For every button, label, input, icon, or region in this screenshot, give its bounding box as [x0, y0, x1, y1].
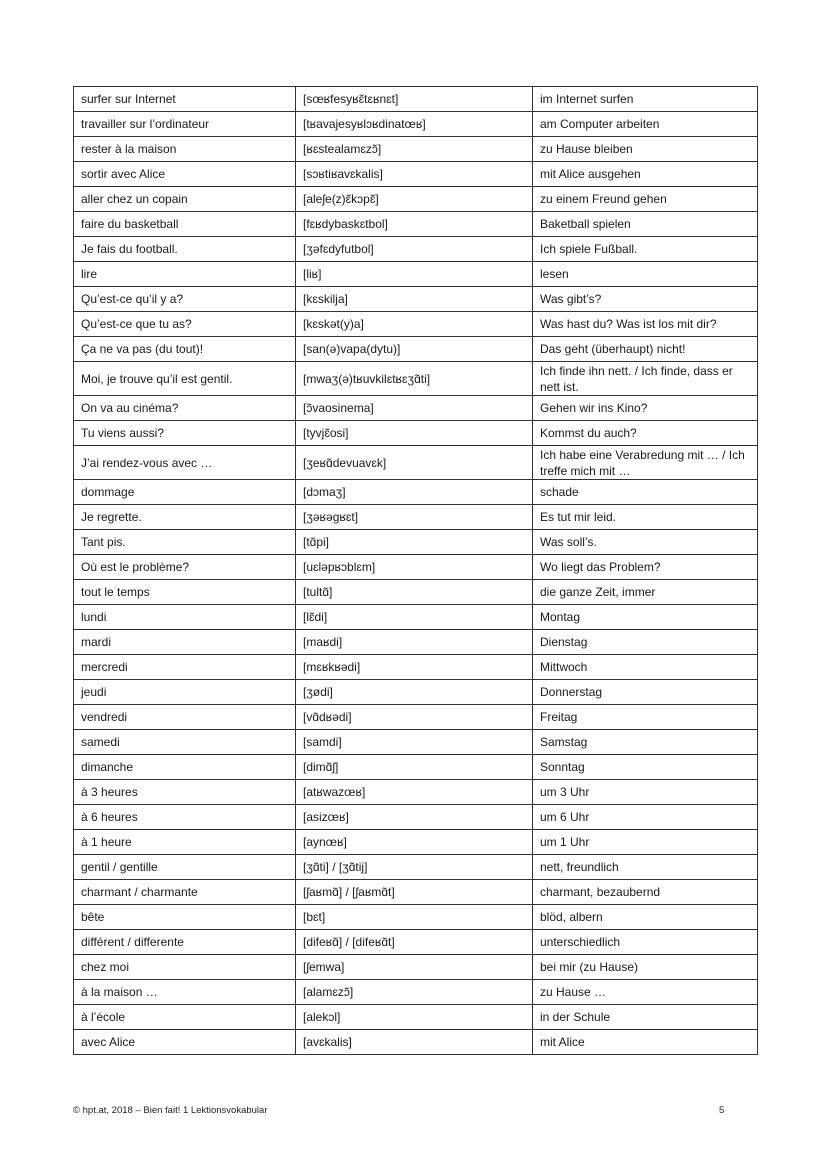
- french-term-cell: travailler sur l’ordinateur: [74, 112, 296, 137]
- french-term-cell: Je regrette.: [74, 505, 296, 530]
- phonetic-transcription-cell: [atʁwazœʁ]: [296, 780, 533, 805]
- german-translation-cell: im Internet surfen: [533, 87, 758, 112]
- vocabulary-table: [73, 86, 758, 1055]
- german-translation-cell: schade: [533, 480, 758, 505]
- table-row: [74, 855, 758, 880]
- table-row: [74, 187, 758, 212]
- german-translation-cell: Gehen wir ins Kino?: [533, 396, 758, 421]
- phonetic-transcription-cell: [maʁdi]: [296, 630, 533, 655]
- german-translation-cell: Baketball spielen: [533, 212, 758, 237]
- table-row: [74, 980, 758, 1005]
- french-term-cell: charmant / charmante: [74, 880, 296, 905]
- phonetic-transcription-cell: [alekɔl]: [296, 1005, 533, 1030]
- footer-copyright: © hpt.at, 2018 – Bien fait! 1 Lektionsvokabular: [73, 1105, 268, 1116]
- phonetic-transcription-cell: [lɛ̃di]: [296, 605, 533, 630]
- phonetic-transcription-cell: [liʁ]: [296, 262, 533, 287]
- french-term-cell: à l’école: [74, 1005, 296, 1030]
- table-row: [74, 312, 758, 337]
- french-term-cell: lundi: [74, 605, 296, 630]
- table-row: [74, 530, 758, 555]
- table-row: [74, 1030, 758, 1055]
- phonetic-transcription-cell: [tɑ̃pi]: [296, 530, 533, 555]
- table-row: [74, 955, 758, 980]
- french-term-cell: bête: [74, 905, 296, 930]
- phonetic-transcription-cell: [ʃemwa]: [296, 955, 533, 980]
- french-term-cell: avec Alice: [74, 1030, 296, 1055]
- table-row: [74, 480, 758, 505]
- french-term-cell: sortir avec Alice: [74, 162, 296, 187]
- german-translation-cell: Freitag: [533, 705, 758, 730]
- german-translation-cell: in der Schule: [533, 1005, 758, 1030]
- table-row: [74, 880, 758, 905]
- table-row: [74, 262, 758, 287]
- german-translation-cell: bei mir (zu Hause): [533, 955, 758, 980]
- table-row: [74, 112, 758, 137]
- table-row: [74, 830, 758, 855]
- french-term-cell: à la maison …: [74, 980, 296, 1005]
- table-row: [74, 421, 758, 446]
- german-translation-cell: um 6 Uhr: [533, 805, 758, 830]
- german-translation-cell: Was soll’s.: [533, 530, 758, 555]
- phonetic-transcription-cell: [kɛskət(y)a]: [296, 312, 533, 337]
- phonetic-transcription-cell: [ɔ̃vaosinema]: [296, 396, 533, 421]
- german-translation-cell: Kommst du auch?: [533, 421, 758, 446]
- table-row: [74, 337, 758, 362]
- french-term-cell: dommage: [74, 480, 296, 505]
- table-row: [74, 1005, 758, 1030]
- german-translation-cell: Was hast du? Was ist los mit dir?: [533, 312, 758, 337]
- french-term-cell: mardi: [74, 630, 296, 655]
- table-row: [74, 755, 758, 780]
- french-term-cell: J’ai rendez-vous avec …: [74, 446, 296, 480]
- german-translation-cell: Das geht (überhaupt) nicht!: [533, 337, 758, 362]
- phonetic-transcription-cell: [sœʁfesyʁɛ̃tɛʁnɛt]: [296, 87, 533, 112]
- table-row: [74, 555, 758, 580]
- french-term-cell: à 6 heures: [74, 805, 296, 830]
- table-row: [74, 630, 758, 655]
- phonetic-transcription-cell: [vɑ̃dʁədi]: [296, 705, 533, 730]
- phonetic-transcription-cell: [ʒødi]: [296, 680, 533, 705]
- french-term-cell: chez moi: [74, 955, 296, 980]
- table-row: [74, 730, 758, 755]
- phonetic-transcription-cell: [ʃaʁmɑ̃] / [ʃaʁmɑ̃t]: [296, 880, 533, 905]
- table-row: [74, 705, 758, 730]
- german-translation-cell: Mittwoch: [533, 655, 758, 680]
- phonetic-transcription-cell: [san(ə)vapa(dytu)]: [296, 337, 533, 362]
- phonetic-transcription-cell: [dimɑ̃ʃ]: [296, 755, 533, 780]
- phonetic-transcription-cell: [tyvjɛ̃osi]: [296, 421, 533, 446]
- german-translation-cell: Dienstag: [533, 630, 758, 655]
- phonetic-transcription-cell: [mɛʁkʁədi]: [296, 655, 533, 680]
- german-translation-cell: zu Hause …: [533, 980, 758, 1005]
- table-row: [74, 396, 758, 421]
- table-row: [74, 905, 758, 930]
- french-term-cell: Où est le problème?: [74, 555, 296, 580]
- german-translation-cell: unterschiedlich: [533, 930, 758, 955]
- table-row: [74, 780, 758, 805]
- table-row: [74, 362, 758, 396]
- french-term-cell: Tant pis.: [74, 530, 296, 555]
- french-term-cell: jeudi: [74, 680, 296, 705]
- french-term-cell: gentil / gentille: [74, 855, 296, 880]
- phonetic-transcription-cell: [sɔʁtiʁavɛkalis]: [296, 162, 533, 187]
- french-term-cell: dimanche: [74, 755, 296, 780]
- german-translation-cell: am Computer arbeiten: [533, 112, 758, 137]
- german-translation-cell: nett, freundlich: [533, 855, 758, 880]
- german-translation-cell: blöd, albern: [533, 905, 758, 930]
- phonetic-transcription-cell: [ʒɑ̃ti] / [ʒɑ̃tij]: [296, 855, 533, 880]
- phonetic-transcription-cell: [fɛʁdybaskɛtbol]: [296, 212, 533, 237]
- german-translation-cell: um 1 Uhr: [533, 830, 758, 855]
- table-row: [74, 580, 758, 605]
- table-row: [74, 162, 758, 187]
- table-row: [74, 655, 758, 680]
- phonetic-transcription-cell: [samdi]: [296, 730, 533, 755]
- french-term-cell: mercredi: [74, 655, 296, 680]
- french-term-cell: lire: [74, 262, 296, 287]
- french-term-cell: aller chez un copain: [74, 187, 296, 212]
- phonetic-transcription-cell: [dɔmaʒ]: [296, 480, 533, 505]
- german-translation-cell: charmant, bezaubernd: [533, 880, 758, 905]
- german-translation-cell: Ich habe eine Verabredung mit … / Ich treffe mich mit …: [533, 446, 758, 480]
- phonetic-transcription-cell: [aleʃe(z)ɛ̃kɔpɛ̃]: [296, 187, 533, 212]
- table-row: [74, 505, 758, 530]
- phonetic-transcription-cell: [kɛskilja]: [296, 287, 533, 312]
- german-translation-cell: Ich finde ihn nett. / Ich finde, dass er nett ist.: [533, 362, 758, 396]
- french-term-cell: samedi: [74, 730, 296, 755]
- french-term-cell: Qu’est-ce que tu as?: [74, 312, 296, 337]
- phonetic-transcription-cell: [aynœʁ]: [296, 830, 533, 855]
- phonetic-transcription-cell: [uɛləpʁɔblɛm]: [296, 555, 533, 580]
- french-term-cell: différent / differente: [74, 930, 296, 955]
- french-term-cell: à 1 heure: [74, 830, 296, 855]
- german-translation-cell: Donnerstag: [533, 680, 758, 705]
- phonetic-transcription-cell: [ʒəʁəgʁɛt]: [296, 505, 533, 530]
- vocabulary-table-body: [74, 87, 758, 1055]
- german-translation-cell: Ich spiele Fußball.: [533, 237, 758, 262]
- phonetic-transcription-cell: [mwaʒ(ə)tʁuvkilɛtʁɛʒɑ̃ti]: [296, 362, 533, 396]
- french-term-cell: Tu viens aussi?: [74, 421, 296, 446]
- phonetic-transcription-cell: [bɛt]: [296, 905, 533, 930]
- french-term-cell: tout le temps: [74, 580, 296, 605]
- german-translation-cell: um 3 Uhr: [533, 780, 758, 805]
- table-row: [74, 287, 758, 312]
- german-translation-cell: Wo liegt das Problem?: [533, 555, 758, 580]
- french-term-cell: Ça ne va pas (du tout)!: [74, 337, 296, 362]
- german-translation-cell: Samstag: [533, 730, 758, 755]
- phonetic-transcription-cell: [tultɑ̃]: [296, 580, 533, 605]
- table-row: [74, 930, 758, 955]
- french-term-cell: faire du basketball: [74, 212, 296, 237]
- table-row: [74, 212, 758, 237]
- german-translation-cell: die ganze Zeit, immer: [533, 580, 758, 605]
- phonetic-transcription-cell: [asizœʁ]: [296, 805, 533, 830]
- table-row: [74, 446, 758, 480]
- french-term-cell: surfer sur Internet: [74, 87, 296, 112]
- german-translation-cell: Montag: [533, 605, 758, 630]
- table-row: [74, 87, 758, 112]
- phonetic-transcription-cell: [ʁɛstealamɛzɔ̃]: [296, 137, 533, 162]
- german-translation-cell: Sonntag: [533, 755, 758, 780]
- phonetic-transcription-cell: [difeʁɑ̃] / [difeʁɑ̃t]: [296, 930, 533, 955]
- phonetic-transcription-cell: [avɛkalis]: [296, 1030, 533, 1055]
- french-term-cell: à 3 heures: [74, 780, 296, 805]
- french-term-cell: vendredi: [74, 705, 296, 730]
- french-term-cell: Moi, je trouve qu’il est gentil.: [74, 362, 296, 396]
- french-term-cell: Qu’est-ce qu’il y a?: [74, 287, 296, 312]
- table-row: [74, 137, 758, 162]
- table-row: [74, 680, 758, 705]
- german-translation-cell: mit Alice: [533, 1030, 758, 1055]
- page-number: 5: [719, 1105, 725, 1116]
- table-row: [74, 237, 758, 262]
- french-term-cell: Je fais du football.: [74, 237, 296, 262]
- table-row: [74, 805, 758, 830]
- german-translation-cell: zu einem Freund gehen: [533, 187, 758, 212]
- french-term-cell: rester à la maison: [74, 137, 296, 162]
- phonetic-transcription-cell: [alamɛzɔ̃]: [296, 980, 533, 1005]
- german-translation-cell: mit Alice ausgehen: [533, 162, 758, 187]
- french-term-cell: On va au cinéma?: [74, 396, 296, 421]
- german-translation-cell: Was gibt’s?: [533, 287, 758, 312]
- table-row: [74, 605, 758, 630]
- german-translation-cell: Es tut mir leid.: [533, 505, 758, 530]
- phonetic-transcription-cell: [ʒeʁɑ̃devuavɛk]: [296, 446, 533, 480]
- german-translation-cell: zu Hause bleiben: [533, 137, 758, 162]
- phonetic-transcription-cell: [ʒəfɛdyfutbol]: [296, 237, 533, 262]
- phonetic-transcription-cell: [tʁavajesyʁlɔʁdinatœʁ]: [296, 112, 533, 137]
- german-translation-cell: lesen: [533, 262, 758, 287]
